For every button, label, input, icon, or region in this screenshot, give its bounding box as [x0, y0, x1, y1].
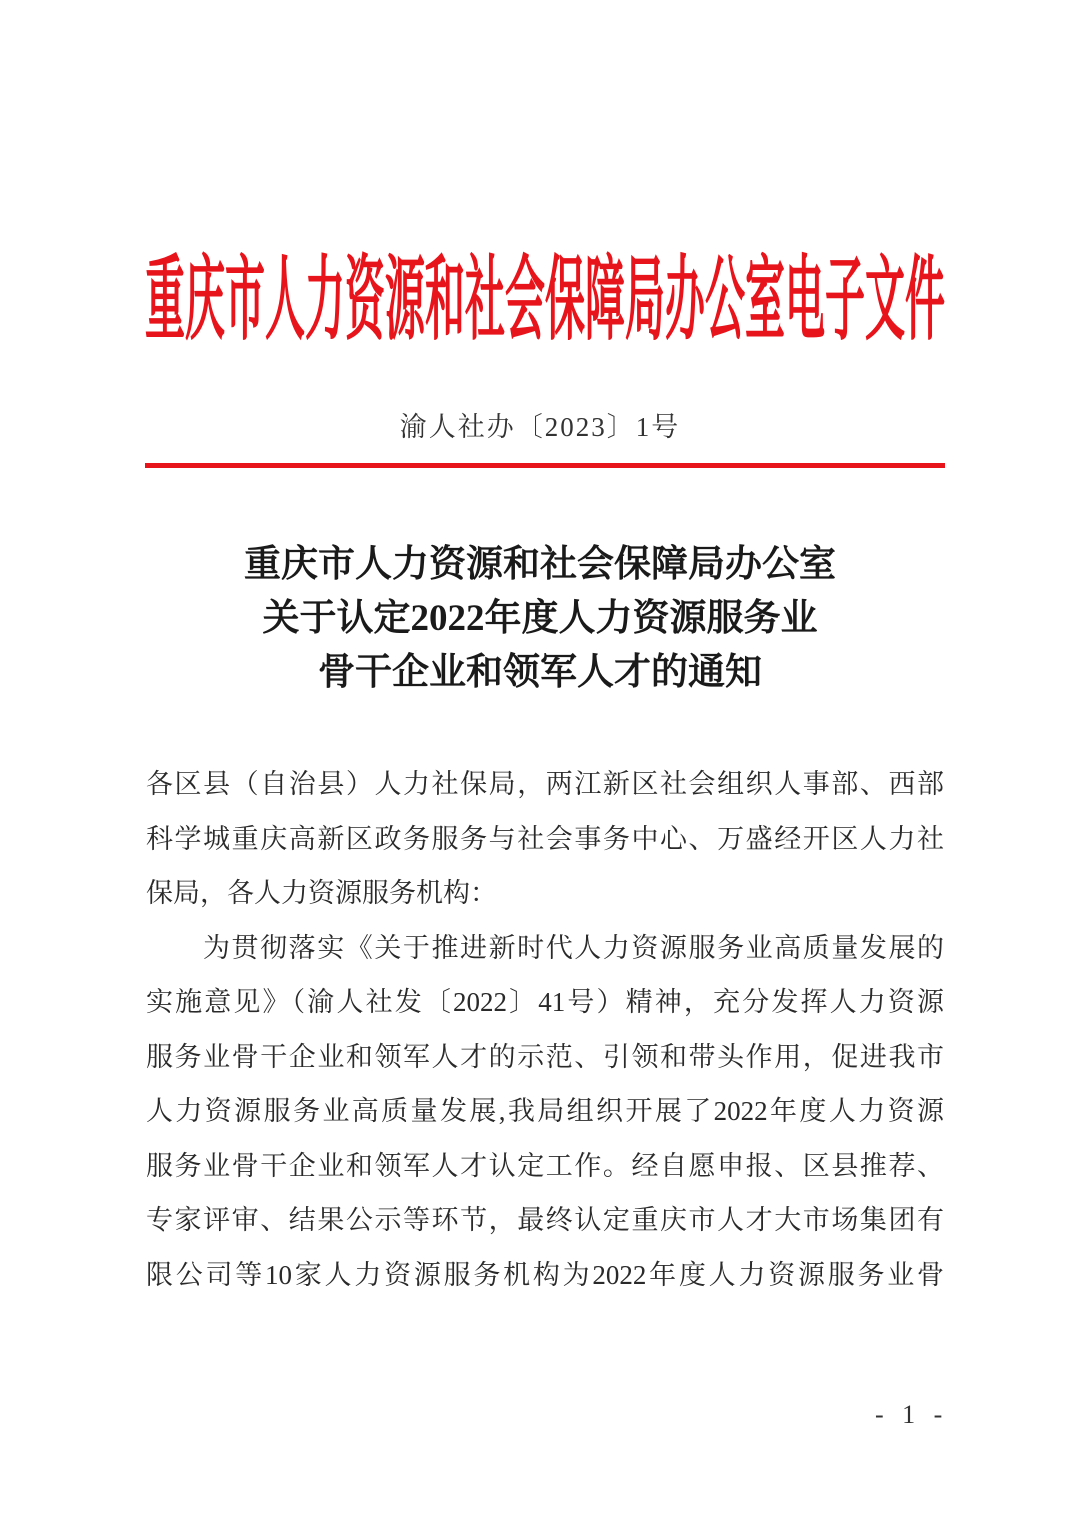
- body-line: 限公司等10家人力资源服务机构为2022年度人力资源服务业骨: [146, 1259, 944, 1290]
- title-line: 关于认定2022年度人力资源服务业: [262, 598, 818, 639]
- document-header-title: [145, 250, 945, 350]
- body-line: 服务业骨干企业和领军人才的示范、引领和带头作用，促进我市: [146, 1041, 944, 1072]
- body-line: 专家评审、结果公示等环节，最终认定重庆市人才大市场集团有: [146, 1205, 944, 1235]
- body-line: 人力资源服务业高质量发展,我局组织开展了2022年度人力资源: [146, 1096, 944, 1126]
- page-number: - 1 -: [875, 1400, 949, 1429]
- body-line: 实施意见》（渝人社发〔2022〕41号）精神，充分发挥人力资源: [146, 987, 944, 1017]
- body-line: 服务业骨干企业和领军人才认定工作。经自愿申报、区县推荐、: [146, 1150, 944, 1181]
- body-line: 各区县（自治县）人力社保局，两江新区社会组织人事部、西部: [146, 769, 944, 799]
- title-line: 重庆市人力资源和社会保障局办公室: [244, 544, 836, 585]
- body-line: 为贯彻落实《关于推进新时代人力资源服务业高质量发展的: [203, 932, 944, 963]
- body-line: 保局，各人力资源服务机构：: [146, 878, 497, 908]
- title-line: 骨干企业和领军人才的通知: [318, 652, 762, 693]
- notice-title: [0, 538, 1080, 700]
- body-line: 科学城重庆高新区政务服务与社会事务中心、万盛经开区人力社: [146, 823, 944, 854]
- document-number: 渝人社办〔2023〕1号: [399, 412, 681, 442]
- notice-body: [146, 757, 944, 1302]
- header-title-text: 重庆市人力资源和社会保障局办公室电子文件: [145, 249, 945, 351]
- red-divider: [145, 463, 945, 468]
